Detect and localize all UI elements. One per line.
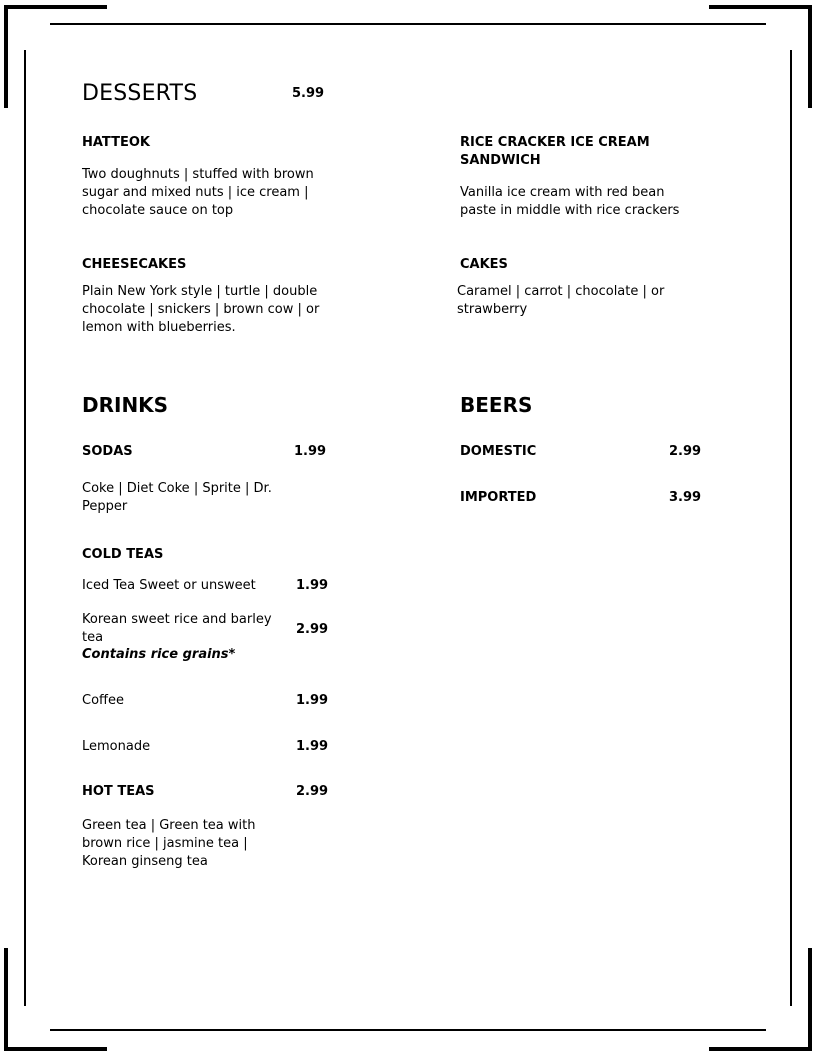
korean-tea-price: 2.99 xyxy=(296,622,329,637)
frame-inner-right xyxy=(790,50,792,1006)
coffee-price: 1.99 xyxy=(296,693,329,708)
hot-teas-price: 2.99 xyxy=(296,784,329,799)
sodas-name: SODAS xyxy=(82,444,133,459)
frame-corner-top-left-v xyxy=(4,5,8,108)
hot-teas-name: HOT TEAS xyxy=(82,784,155,799)
rice-cracker-sandwich-desc: Vanilla ice cream with red bean paste in middle with rice crackers xyxy=(460,185,680,218)
hatteok-name: HATTEOK xyxy=(82,135,150,150)
cheesecakes-name: CHEESECAKES xyxy=(82,257,187,272)
korean-tea-label: Korean sweet rice and barley tea xyxy=(82,612,272,645)
cheesecakes-desc: Plain New York style | turtle | double chocolate | snickers | brown cow | or lemon with blueberries. xyxy=(82,284,320,335)
beers-title: BEERS xyxy=(460,393,533,417)
cold-teas-name: COLD TEAS xyxy=(82,547,164,562)
imported-beer-price: 3.99 xyxy=(669,490,702,505)
sodas-desc: Coke | Diet Coke | Sprite | Dr. Pepper xyxy=(82,481,272,514)
cakes-name: CAKES xyxy=(460,257,508,272)
frame-inner-top xyxy=(50,23,766,25)
frame-corner-bottom-right-v xyxy=(808,948,812,1051)
sodas-price: 1.99 xyxy=(294,444,327,459)
frame-corner-bottom-right-h xyxy=(709,1047,812,1051)
frame-corner-bottom-left-h xyxy=(4,1047,107,1051)
lemonade-label: Lemonade xyxy=(82,739,151,754)
domestic-beer-price: 2.99 xyxy=(669,444,702,459)
frame-corner-top-left-h xyxy=(4,5,107,9)
drinks-title: DRINKS xyxy=(82,393,169,417)
frame-corner-top-right-v xyxy=(808,5,812,108)
coffee-label: Coffee xyxy=(82,693,124,708)
hatteok-desc: Two doughnuts | stuffed with brown sugar and mixed nuts | ice cream | chocolate sauce on top xyxy=(82,167,314,218)
imported-beer-name: IMPORTED xyxy=(460,490,537,505)
hot-teas-desc: Green tea | Green tea with brown rice | jasmine tea | Korean ginseng tea xyxy=(82,818,256,869)
korean-tea-note: Contains rice grains* xyxy=(82,647,236,662)
cakes-desc: Caramel | carrot | chocolate | or strawberry xyxy=(457,284,665,317)
frame-inner-bottom xyxy=(50,1029,766,1031)
rice-cracker-sandwich-name: RICE CRACKER ICE CREAM SANDWICH xyxy=(460,135,650,168)
iced-tea-price: 1.99 xyxy=(296,578,329,593)
desserts-price: 5.99 xyxy=(292,86,325,101)
domestic-beer-name: DOMESTIC xyxy=(460,444,537,459)
frame-inner-left xyxy=(24,50,26,1006)
iced-tea-label: Iced Tea Sweet or unsweet xyxy=(82,578,256,593)
lemonade-price: 1.99 xyxy=(296,739,329,754)
frame-corner-bottom-left-v xyxy=(4,948,8,1051)
frame-corner-top-right-h xyxy=(709,5,812,9)
desserts-title: DESSERTS xyxy=(82,81,198,106)
